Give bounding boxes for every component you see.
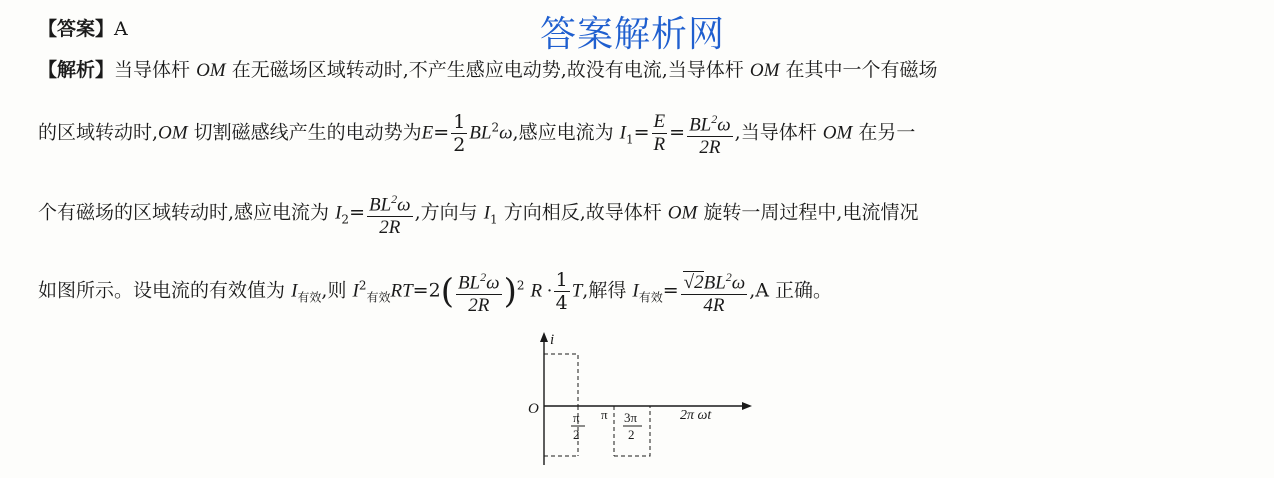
symbol-omega: ω xyxy=(717,114,731,136)
text: 切割磁感线产生的电动势为 xyxy=(193,121,422,144)
exponent: 2 xyxy=(480,270,487,284)
text: 当导体杆 xyxy=(114,59,191,81)
analysis-line-2 xyxy=(38,108,915,159)
y-axis-label: i xyxy=(550,332,555,348)
fraction-current xyxy=(367,188,413,239)
denominator: 2R xyxy=(379,217,401,239)
analysis-line-3 xyxy=(38,188,918,239)
denominator: 4R xyxy=(703,295,725,317)
numerator: E xyxy=(653,111,666,133)
text: ,感应电流为 xyxy=(512,121,614,144)
text: 的区域转动时, xyxy=(38,121,159,144)
tick-pi: π xyxy=(601,407,608,422)
symbol-i: I xyxy=(352,280,359,302)
answer-label: 【答案】 xyxy=(38,18,115,40)
denominator: 2R xyxy=(699,137,721,159)
sqrt-two: √2 xyxy=(683,272,704,294)
symbol-bl: BL xyxy=(469,122,492,144)
fraction-half xyxy=(451,111,467,156)
denominator: R xyxy=(653,134,666,156)
fraction-result xyxy=(681,266,748,317)
exponent: 2 xyxy=(516,278,525,293)
exponent: 2 xyxy=(358,278,367,293)
equals: = xyxy=(349,201,365,224)
subscript: 有效 xyxy=(297,290,322,305)
text: 旋转一周过程中,电流情况 xyxy=(703,201,919,224)
symbol-i: I xyxy=(619,122,626,144)
tick-three-pi-half-den: 2 xyxy=(628,427,635,442)
text: 在其中一个有磁场 xyxy=(785,59,938,81)
origin-label: O xyxy=(528,401,539,417)
denominator: 2R xyxy=(468,295,490,317)
text: 个有磁场的区域转动时,感应电流为 xyxy=(38,201,330,224)
paren-left: ( xyxy=(440,271,454,312)
exponent: 2 xyxy=(491,120,500,135)
paren-right: ) xyxy=(503,271,517,312)
analysis-line-4 xyxy=(38,266,832,317)
x-axis-label: 2π ωt xyxy=(680,408,712,423)
numerator xyxy=(681,266,748,295)
watermark: 答案解析网 xyxy=(540,14,726,55)
symbol-r-dot: R · xyxy=(530,280,552,302)
current-waveform-graph xyxy=(520,330,760,470)
numerator: 1 xyxy=(555,269,568,292)
equals: = xyxy=(433,121,450,144)
symbol-om: OM xyxy=(158,122,188,144)
tick-pi-half-den: 2 xyxy=(573,427,580,442)
equals: = xyxy=(412,279,429,302)
numerator: 1 xyxy=(453,111,466,134)
symbol-om: OM xyxy=(196,60,226,81)
exponent: 2 xyxy=(711,112,718,126)
answer-line xyxy=(38,17,128,41)
analysis-label: 【解析】 xyxy=(38,59,115,81)
fraction-quarter xyxy=(554,269,570,314)
equals: = xyxy=(669,121,686,144)
fraction-current xyxy=(687,108,733,159)
fraction-current xyxy=(456,266,502,317)
analysis-line-1 xyxy=(38,58,937,83)
equals: = xyxy=(633,121,650,144)
text: 方向相反,故导体杆 xyxy=(503,201,662,224)
symbol-bl: BL xyxy=(368,194,392,216)
positive-pulse xyxy=(544,354,578,406)
answer-value: A xyxy=(114,18,128,40)
text: 在另一 xyxy=(858,121,916,144)
y-axis-arrow xyxy=(540,332,548,342)
text: ,方向与 xyxy=(414,201,478,224)
equals: = xyxy=(662,279,679,302)
symbol-bl: BL xyxy=(457,272,481,294)
subscript: 有效 xyxy=(366,290,391,305)
symbol-i: I xyxy=(335,202,342,224)
exponent: 2 xyxy=(391,192,398,206)
subscript: 1 xyxy=(490,212,498,227)
denominator: 4 xyxy=(555,292,568,315)
text: 如图所示。设电流的有效值为 xyxy=(38,279,286,302)
symbol-om: OM xyxy=(822,122,853,144)
denominator: 2 xyxy=(453,134,466,157)
symbol-omega: ω xyxy=(731,272,746,294)
coefficient: 2 xyxy=(428,279,441,302)
text: ,则 xyxy=(321,279,347,302)
numerator xyxy=(367,188,413,217)
symbol-omega: ω xyxy=(499,122,513,144)
numerator xyxy=(456,266,502,295)
tick-pi-half-num: π xyxy=(573,410,580,425)
symbol-bl: BL xyxy=(689,114,712,136)
text: ,解得 xyxy=(582,279,627,302)
symbol-i: I xyxy=(291,280,298,302)
numerator xyxy=(687,108,733,137)
symbol-omega: ω xyxy=(397,194,411,216)
symbol-bl: BL xyxy=(703,272,726,294)
subscript: 1 xyxy=(625,132,634,147)
fraction-e-over-r xyxy=(652,111,668,156)
text: 在无磁场区域转动时,不产生感应电动势,故没有电流,当导体杆 xyxy=(231,59,744,81)
symbol-e: E xyxy=(421,122,434,144)
symbol-i: I xyxy=(632,280,639,302)
symbol-om: OM xyxy=(749,60,780,81)
symbol-omega: ω xyxy=(486,272,500,294)
x-axis-arrow xyxy=(742,402,752,410)
tick-three-pi-half-num: 3π xyxy=(624,410,638,425)
symbol-i: I xyxy=(483,202,491,224)
symbol-rt: RT xyxy=(390,280,413,302)
exponent: 2 xyxy=(725,270,732,284)
text: ,当导体杆 xyxy=(734,121,817,144)
text: ,A 正确。 xyxy=(749,279,833,302)
symbol-om: OM xyxy=(667,202,698,224)
subscript: 2 xyxy=(341,212,350,227)
symbol-t: T xyxy=(571,280,583,302)
subscript: 有效 xyxy=(638,290,663,305)
